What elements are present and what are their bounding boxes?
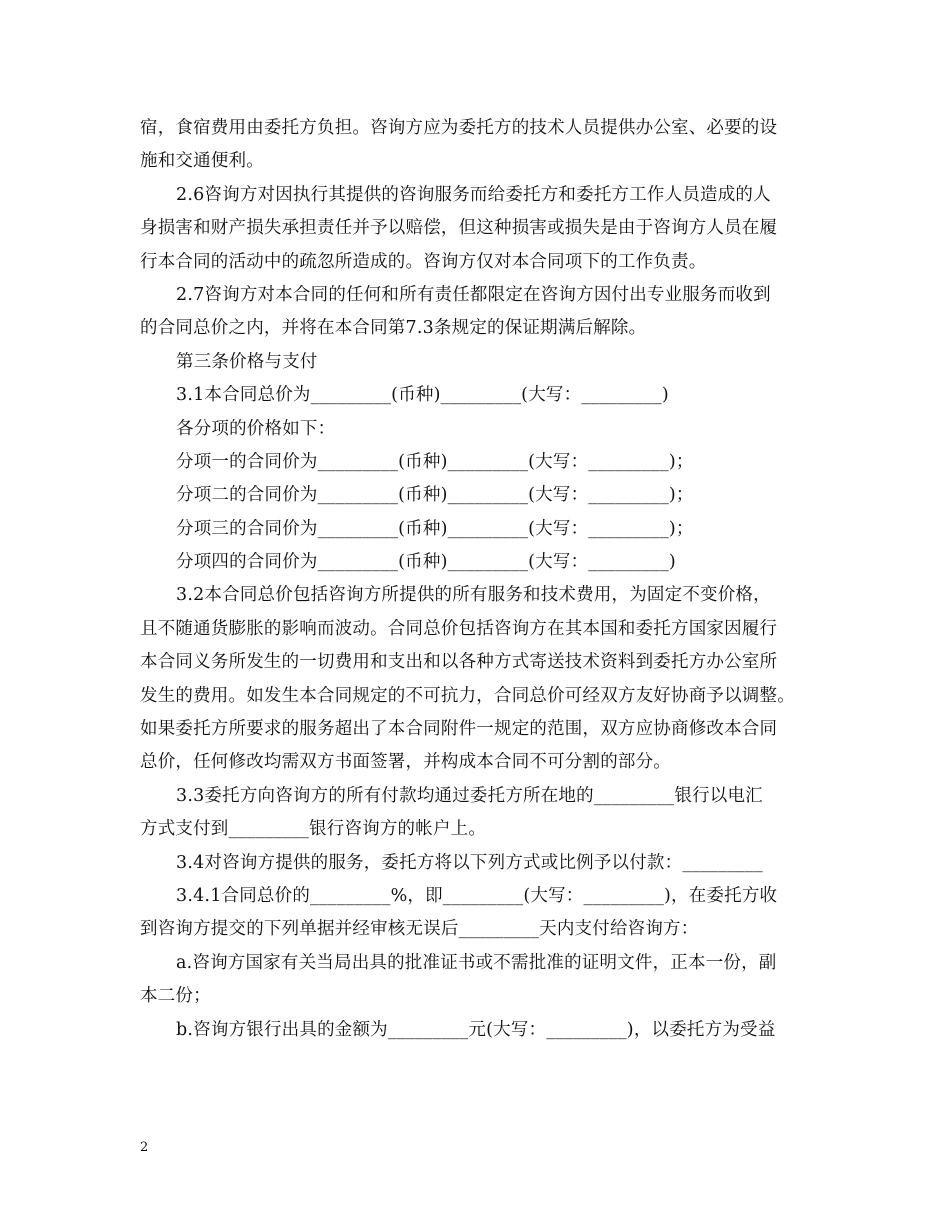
text-line: 分项二的合同价为_________(币种)_________(大写：_________)； bbox=[176, 485, 694, 506]
text-line: 第三条价格与支付 bbox=[176, 351, 318, 372]
text-line: 且不随通货膨胀的影响而波动。合同总价包括咨询方在其本国和委托方国家因履行 bbox=[140, 618, 778, 639]
text-line: 施和交通便利。 bbox=[140, 151, 264, 172]
text-line: 行本合同的活动中的疏忽所造成的。咨询方仅对本合同项下的工作负责。 bbox=[140, 251, 707, 272]
text-line: 3.2本合同总价包括咨询方所提供的所有服务和技术费用，为固定不变价格， bbox=[176, 585, 771, 606]
text-line: a.咨询方国家有关当局出具的批准证书或不需批准的证明文件，正本一份，副 bbox=[176, 952, 777, 973]
text-line: 发生的费用。如发生本合同规定的不可抗力，合同总价可经双方友好协商予以调整。 bbox=[140, 685, 795, 706]
text-line: 2.6咨询方对因执行其提供的咨询服务而给委托方和委托方工作人员造成的人 bbox=[176, 184, 771, 205]
text-line: 3.3委托方向咨询方的所有付款均通过委托方所在地的_________银行以电汇 bbox=[176, 785, 763, 806]
text-line: 2.7咨询方对本合同的任何和所有责任都限定在咨询方因付出专业服务而收到 bbox=[176, 284, 771, 305]
text-line: 方式支付到_________银行咨询方的帐户上。 bbox=[140, 819, 487, 840]
text-line: 总价，任何修改均需双方书面签署，并构成本合同不可分割的部分。 bbox=[140, 752, 671, 773]
document-body bbox=[140, 112, 830, 1047]
text-line: 如果委托方所要求的服务超出了本合同附件一规定的范围，双方应协商修改本合同 bbox=[140, 719, 778, 740]
text-line: 分项四的合同价为_________(币种)_________(大写：_________) bbox=[176, 552, 676, 573]
text-line: 本合同义务所发生的一切费用和支出和以各种方式寄送技术资料到委托方办公室所 bbox=[140, 652, 778, 673]
text-line: 3.4对咨询方提供的服务，委托方将以下列方式或比例予以付款：_________ bbox=[176, 852, 763, 873]
text-line: 本二份； bbox=[140, 986, 211, 1007]
text-line: 分项一的合同价为_________(币种)_________(大写：_________)； bbox=[176, 451, 694, 472]
text-line: 的合同总价之内，并将在本合同第7.3条规定的保证期满后解除。 bbox=[140, 318, 647, 339]
text-line: 宿，食宿费用由委托方负担。咨询方应为委托方的技术人员提供办公室、必要的设 bbox=[140, 118, 778, 138]
text-line: 分项三的合同价为_________(币种)_________(大写：_________)； bbox=[176, 518, 694, 539]
page-number: 2 bbox=[140, 1140, 149, 1155]
text-line: 身损害和财产损失承担责任并予以赔偿，但这种损害或损失是由于咨询方人员在履 bbox=[140, 218, 778, 239]
text-line: 3.1本合同总价为_________(币种)_________(大写：_________) bbox=[176, 385, 669, 406]
text-line: 3.4.1合同总价的_________%，即_________(大写：_________)，在委托方收 bbox=[176, 885, 778, 906]
text-line: 到咨询方提交的下列单据并经审核无误后_________天内支付给咨询方： bbox=[140, 919, 699, 940]
text-line: b.咨询方银行出具的金额为_________元(大写：_________)，以委托方为受益 bbox=[176, 1019, 776, 1040]
text-line: 各分项的价格如下： bbox=[176, 418, 336, 439]
